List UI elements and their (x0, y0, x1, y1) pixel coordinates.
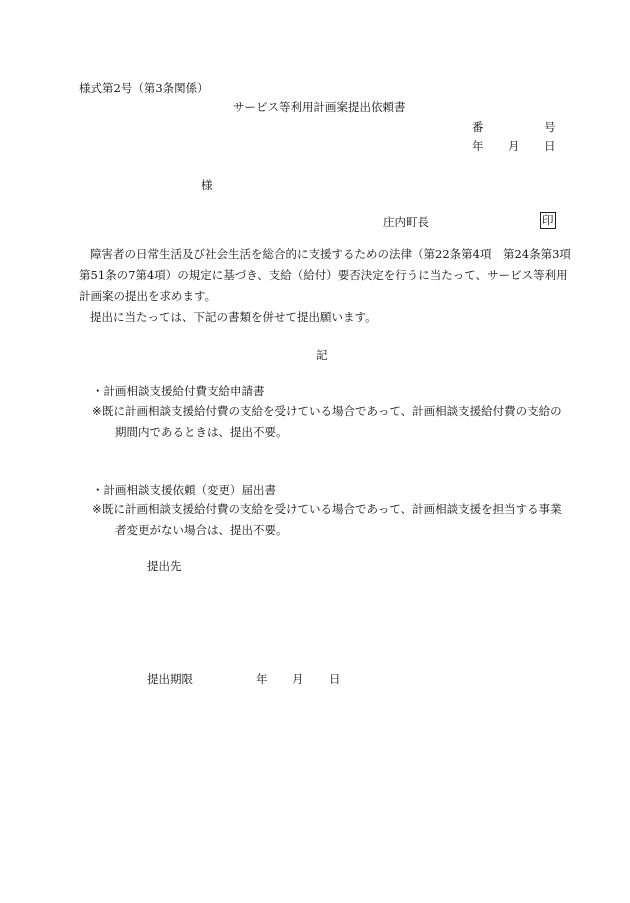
date-year: 年 (472, 139, 484, 153)
deadline-label: 提出期限 (147, 672, 193, 686)
item-1-bullet: ・計画相談支援給付費支給申請書 (92, 384, 265, 398)
item-2-note (102, 499, 573, 541)
deadline-day: 日 (329, 672, 341, 686)
item-2-bullet: ・計画相談支援依頼（変更）届出書 (92, 483, 276, 497)
body-paragraph-1: 障害者の日常生活及び社会生活を総合的に支援するための法律（第22条第4項 第24条第3項 第51条の7第4項）の規定に基づき、支給（給付）要否決定を行うに当たって、サービス等利用計画案の提出を求めます。 (79, 247, 583, 303)
sender-name: 庄内町長 (383, 215, 429, 229)
deadline-year: 年 (256, 672, 268, 686)
item-1-note (102, 401, 573, 443)
item-2-note-text: 既に計画相談支援給付費の支給を受けている場合であって、計画相談支援を担当する事業者変更がない場合は、提出不要。 (102, 502, 562, 537)
ki-heading: 記 (316, 348, 328, 362)
date-month: 月 (508, 139, 520, 153)
body-paragraph-2: 提出に当たっては、下記の書類を併せて提出願います。 (90, 310, 377, 324)
form-label: 様式第2号（第3条関係） (79, 81, 209, 95)
number-label: 番 (472, 120, 484, 134)
seal-mark: 印 (542, 213, 554, 227)
submit-to-label: 提出先 (147, 559, 182, 573)
number-suffix: 号 (544, 120, 556, 134)
document-title: サービス等利用計画案提出依頼書 (233, 100, 406, 114)
item-1-note-text: 既に計画相談支援給付費の支給を受けている場合であって、計画相談支援給付費の支給の期間内であるときは、提出不要。 (102, 404, 562, 439)
deadline-month: 月 (292, 672, 304, 686)
date-day: 日 (544, 139, 556, 153)
item-2-note-mark: ※ (92, 502, 102, 516)
addressee-honorific: 様 (201, 178, 213, 192)
item-1-note-mark: ※ (92, 404, 102, 418)
